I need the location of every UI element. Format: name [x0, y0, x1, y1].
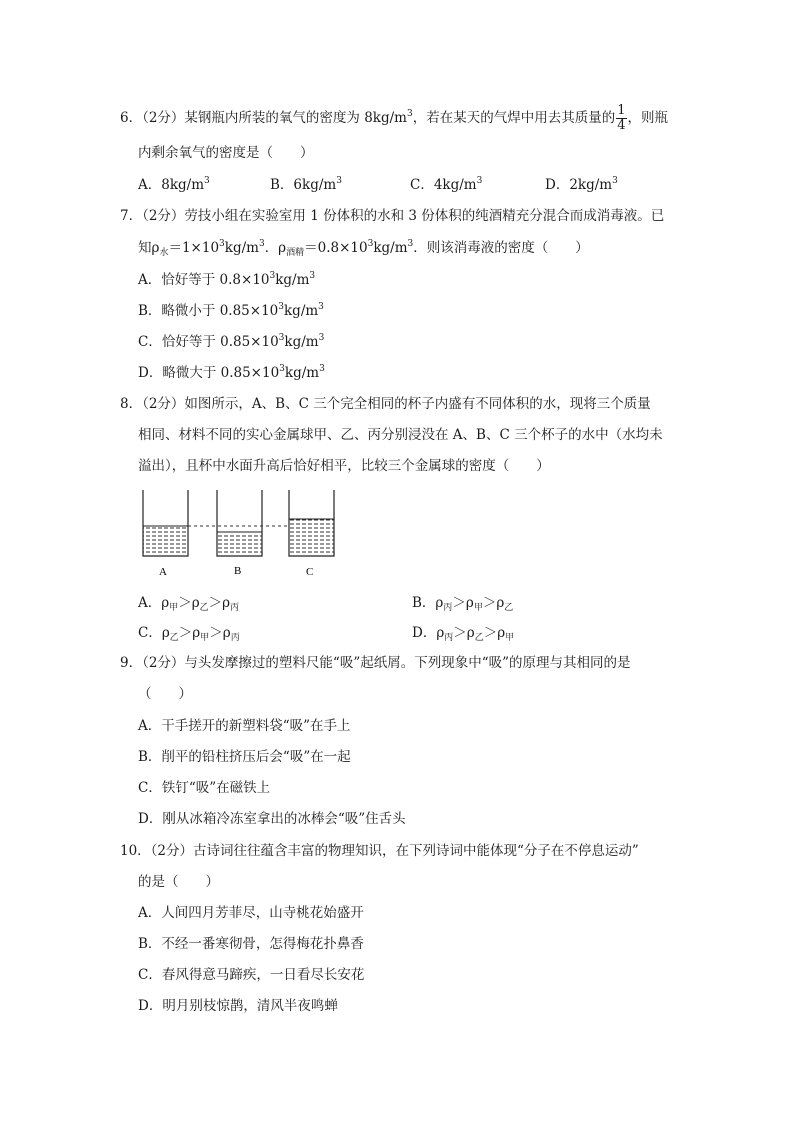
option-sub: 乙: [504, 603, 514, 613]
cups-diagram: [140, 486, 340, 582]
option-sup: 3: [204, 176, 210, 186]
cups-figure: [140, 486, 340, 582]
option-sub: 乙: [474, 633, 484, 643]
q6-option-b[interactable]: [270, 175, 342, 195]
q9-option-a[interactable]: A．干手搓开的新塑料袋“吸”在手上: [138, 718, 351, 734]
option-sup: 3: [318, 333, 325, 343]
option-text: ＞ρ: [178, 625, 201, 641]
option-sup: 3: [318, 302, 324, 312]
q6-option-d[interactable]: [545, 175, 618, 195]
fraction-numerator: 1: [617, 103, 626, 118]
q8-stem-line1: 8．（2分）如图所示，A、B、C 三个完全相同的杯子内盛有不同体积的水，现将三个质量: [120, 396, 651, 412]
q10-stem-line2: 的是（ ）: [138, 874, 219, 890]
option-text: C．恰好等于 0.85×10: [138, 334, 279, 350]
cup-a-water: [143, 526, 188, 556]
fraction-denominator: 4: [617, 118, 626, 133]
q6-text-b: ，若在某天的气焊中用去其质量的: [412, 110, 616, 126]
option-sup: 3: [612, 176, 618, 186]
option-sup: 3: [319, 364, 325, 374]
q7-text-b: ＝1×10: [168, 240, 220, 256]
q7-sup: 3: [367, 239, 374, 249]
option-text: ＞ρ: [208, 595, 231, 611]
q7-sub-alcohol: 酒精: [286, 248, 305, 258]
q10-option-d[interactable]: D．明月别枝惊鹊，清风半夜鸣蝉: [138, 998, 338, 1014]
option-text: ＞ρ: [483, 625, 506, 641]
cup-label-a: A: [159, 566, 167, 578]
q9-option-c[interactable]: C．铁钉“吸”在磁铁上: [138, 780, 271, 796]
cup-b-water: [217, 532, 262, 556]
q7-sup: 3: [219, 239, 225, 249]
option-text: C．ρ: [138, 625, 170, 641]
q7-sup: 3: [258, 239, 265, 249]
option-text: B．6kg/m: [270, 177, 337, 193]
q10-stem-line1: 10．（2分）古诗词往往蕴含丰富的物理知识，在下列诗词中能体现“分子在不停息运动”: [120, 843, 639, 859]
option-sup: 3: [278, 302, 284, 312]
option-sub: 丙: [230, 603, 240, 613]
cup-c-water: [289, 519, 334, 556]
option-text: ＞ρ: [482, 595, 505, 611]
option-sub: 甲: [200, 633, 210, 643]
option-text: D．2kg/m: [545, 177, 613, 193]
q7-text-f: kg/m: [373, 240, 408, 256]
option-text: A．恰好等于 0.8×10: [138, 272, 270, 288]
q7-stem-line1: 7．（2分）劳技小组在实验室用 1 份体积的水和 3 份体积的纯酒精充分混合而成消毒液。已: [120, 208, 665, 224]
option-sup: 3: [279, 364, 285, 374]
q7-text-d: ．ρ: [264, 240, 287, 256]
option-text: D．略微大于 0.85×10: [138, 365, 280, 381]
option-text: kg/m: [284, 334, 319, 350]
option-text: D．ρ: [412, 625, 445, 641]
q6-sup: 3: [406, 109, 413, 119]
option-text: kg/m: [284, 303, 319, 319]
q7-sup: 3: [407, 239, 414, 249]
q8-option-a[interactable]: [138, 593, 239, 613]
option-sub: 甲: [169, 603, 179, 613]
option-sup: 3: [476, 176, 483, 186]
option-text: ＞ρ: [452, 595, 474, 611]
cup-label-c: C: [306, 566, 314, 578]
option-text: C．4kg/m: [410, 177, 477, 193]
fraction-one-quarter: [616, 104, 626, 133]
q8-option-b[interactable]: [412, 593, 513, 613]
q7-text-g: ．则该消毒液的密度（ ）: [413, 240, 589, 256]
q6-stem-line1: [120, 104, 668, 133]
option-text: ＞ρ: [209, 625, 231, 641]
option-sub: 丙: [444, 633, 454, 643]
option-text: B．ρ: [412, 595, 444, 611]
option-text: kg/m: [275, 272, 310, 288]
option-text: A．8kg/m: [138, 177, 205, 193]
q9-stem-line2: （ ）: [138, 686, 192, 702]
option-sub: 丙: [443, 603, 453, 613]
q7-text-c: kg/m: [224, 240, 259, 256]
option-sup: 3: [269, 271, 276, 281]
q6-option-c[interactable]: [410, 175, 482, 195]
q7-option-a[interactable]: [138, 270, 315, 290]
option-sub: 甲: [505, 633, 515, 643]
option-sup: 3: [309, 271, 316, 281]
option-sub: 甲: [473, 603, 483, 613]
q7-sub-water: 水: [159, 248, 169, 258]
q7-text-e: ＝0.8×10: [304, 240, 368, 256]
option-text: ＞ρ: [453, 625, 475, 641]
option-text: kg/m: [284, 365, 320, 381]
q9-stem-line1: 9．（2分）与头发摩擦过的塑料尺能“吸”起纸屑。下列现象中“吸”的原理与其相同的是: [120, 655, 631, 671]
q8-stem-line2: 相同、材料不同的实心金属球甲、乙、丙分别浸没在 A、B、C 三个杯子的水中（水均未: [138, 427, 663, 443]
q7-option-d[interactable]: [138, 363, 325, 383]
q7-text-a: 知ρ: [138, 240, 160, 256]
q7-stem-line2: [138, 238, 589, 258]
option-text: B．略微小于 0.85×10: [138, 303, 279, 319]
cup-label-b: B: [234, 565, 242, 577]
q7-option-c[interactable]: [138, 332, 324, 352]
q6-text-a: 6．（2分）某钢瓶内所装的氧气的密度为 8kg/m: [120, 110, 407, 126]
q7-option-b[interactable]: [138, 301, 324, 321]
q6-text-c: ，则瓶: [627, 110, 668, 126]
option-text: A．ρ: [138, 595, 170, 611]
option-text: ＞ρ: [178, 595, 200, 611]
q10-option-a[interactable]: A．人间四月芳菲尽，山寺桃花始盛开: [138, 905, 364, 921]
q6-option-a[interactable]: [138, 175, 210, 195]
q8-option-d[interactable]: [412, 623, 514, 643]
option-sup: 3: [336, 176, 342, 186]
q8-option-c[interactable]: [138, 623, 240, 643]
q6-stem-line2: 内剩余氧气的密度是（ ）: [138, 145, 314, 161]
q9-option-b[interactable]: B．削平的铅柱挤压后会“吸”在一起: [138, 749, 351, 765]
option-sub: 丙: [230, 633, 240, 643]
q10-option-b[interactable]: B．不经一番寒彻骨，怎得梅花扑鼻香: [138, 936, 364, 952]
q9-option-d[interactable]: D．刚从冰箱冷冻室拿出的冰棒会“吸”住舌头: [138, 811, 406, 827]
q10-option-c[interactable]: C．春风得意马蹄疾，一日看尽长安花: [138, 967, 365, 983]
q8-stem-line3: 溢出），且杯中水面升高后恰好相平，比较三个金属球的密度（ ）: [138, 458, 550, 474]
option-sub: 乙: [199, 603, 209, 613]
option-sub: 乙: [169, 633, 179, 643]
option-sup: 3: [278, 333, 285, 343]
